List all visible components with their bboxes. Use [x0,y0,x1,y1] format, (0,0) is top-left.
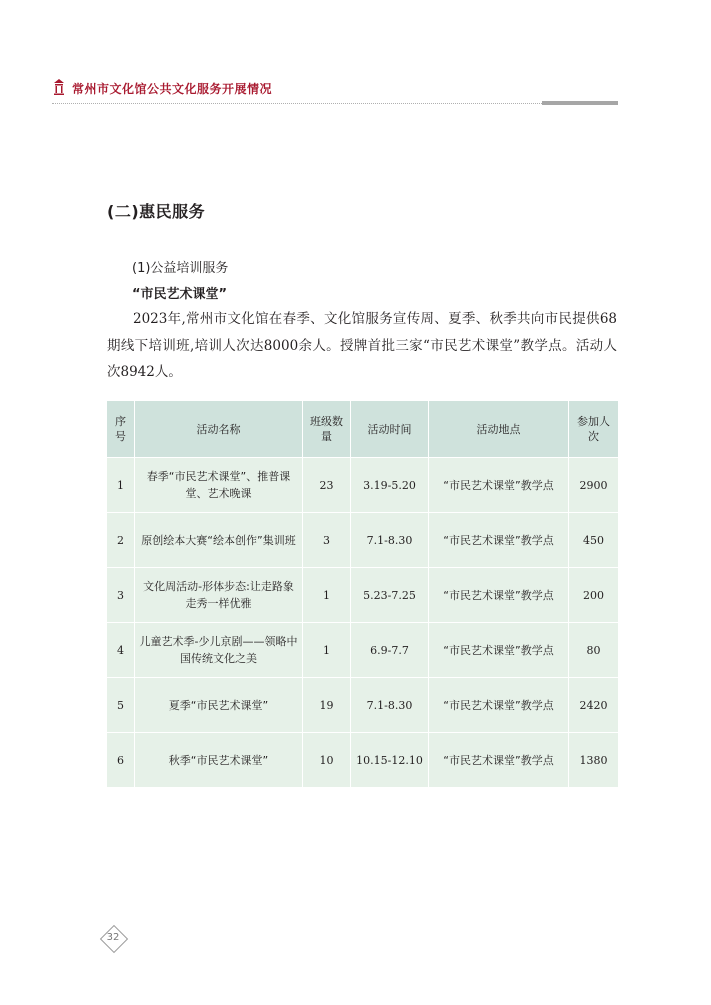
cell-name: 儿童艺术季-少儿京剧——领略中国传统文化之美 [135,623,303,678]
header-cell-location: 活动地点 [429,401,569,458]
cell-index: 3 [107,568,135,623]
museum-logo-icon [52,78,66,96]
page-header [52,76,618,106]
cell-index: 5 [107,678,135,733]
cell-classes: 1 [303,568,351,623]
cell-location: “市民艺术课堂”教学点 [429,678,569,733]
header-cell-name: 活动名称 [135,401,303,458]
cell-classes: 19 [303,678,351,733]
table-row [107,678,619,733]
page-number-badge [100,925,128,953]
program-title: “市民艺术课堂” [132,287,228,302]
cell-time: 5.23-7.25 [351,568,429,623]
cell-location: “市民艺术课堂”教学点 [429,733,569,788]
header-dotted-rule [52,103,542,104]
cell-time: 3.19-5.20 [351,458,429,513]
header-cell-participants: 参加人次 [569,401,619,458]
cell-classes: 1 [303,623,351,678]
header-grey-bar [542,101,618,105]
cell-location: “市民艺术课堂”教学点 [429,568,569,623]
activities-table [106,400,619,788]
header-title: 常州市文化馆公共文化服务开展情况 [72,82,273,96]
table-row [107,513,619,568]
header-cell-time: 活动时间 [351,401,429,458]
cell-time: 10.15-12.10 [351,733,429,788]
cell-participants: 450 [569,513,619,568]
cell-participants: 200 [569,568,619,623]
cell-time: 6.9-7.7 [351,623,429,678]
cell-location: “市民艺术课堂”教学点 [429,513,569,568]
table-row [107,458,619,513]
cell-index: 2 [107,513,135,568]
cell-name: 春季“市民艺术课堂”、推普课堂、艺术晚课 [135,458,303,513]
cell-index: 1 [107,458,135,513]
cell-location: “市民艺术课堂”教学点 [429,458,569,513]
cell-participants: 1380 [569,733,619,788]
cell-location: “市民艺术课堂”教学点 [429,623,569,678]
header-cell-index: 序号 [107,401,135,458]
cell-classes: 23 [303,458,351,513]
cell-participants: 80 [569,623,619,678]
table-row [107,568,619,623]
cell-name: 夏季“市民艺术课堂” [135,678,303,733]
header-cell-classes: 班级数量 [303,401,351,458]
section-title: (二)惠民服务 [107,202,206,221]
cell-participants: 2900 [569,458,619,513]
cell-participants: 2420 [569,678,619,733]
cell-index: 6 [107,733,135,788]
page-number: 32 [106,932,120,943]
cell-name: 文化周活动-形体步态:让走路象走秀一样优雅 [135,568,303,623]
table-row [107,623,619,678]
table-row [107,733,619,788]
cell-time: 7.1-8.30 [351,513,429,568]
cell-classes: 3 [303,513,351,568]
table-header-row [107,401,619,458]
cell-name: 秋季“市民艺术课堂” [135,733,303,788]
cell-name: 原创绘本大赛“绘本创作”集训班 [135,513,303,568]
subsection-title: (1)公益培训服务 [132,261,229,276]
cell-time: 7.1-8.30 [351,678,429,733]
body-paragraph: 2023年,常州市文化馆在春季、文化馆服务宣传周、夏季、秋季共向市民提供68期线下培训班,培训人次达8000余人。授牌首批三家“市民艺术课堂”教学点。活动人次8942人。 [107,311,617,380]
cell-index: 4 [107,623,135,678]
cell-classes: 10 [303,733,351,788]
